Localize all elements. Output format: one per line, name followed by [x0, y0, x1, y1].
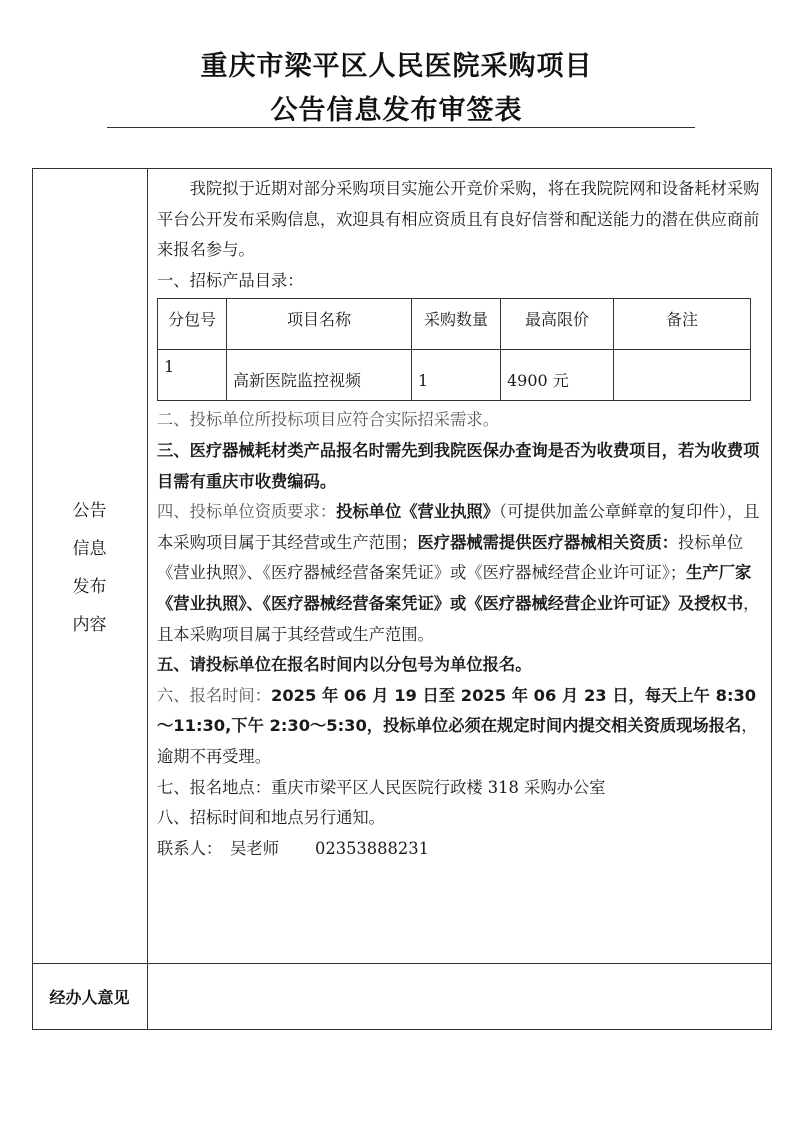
contact-label: 联系人：: [157, 838, 223, 858]
column-divider: [147, 168, 148, 1030]
product-table: [157, 298, 751, 401]
section-registration-time: [157, 681, 769, 773]
section-bidding-notice: 八、招标时间和地点另行通知。: [157, 808, 385, 828]
cell-package-no: 1: [158, 350, 227, 401]
col-header-quantity: 采购数量: [412, 299, 501, 350]
registration-time-prefix: 六、报名时间：: [157, 685, 271, 705]
qualifications-prefix: 四、投标单位资质要求：: [157, 502, 337, 522]
section-registration-unit: 五、请投标单位在报名时间内以分包号为单位报名。: [157, 655, 532, 675]
cell-max-price: 4900 元: [501, 350, 614, 401]
row-divider: [32, 963, 772, 964]
page-title: 重庆市梁平区人民医院采购项目: [200, 51, 593, 82]
row-label-line: 信息: [72, 539, 107, 559]
row-label-line: 内容: [72, 615, 107, 635]
cell-remarks: [614, 350, 751, 401]
col-header-remarks: 备注: [614, 299, 751, 350]
intro-paragraph: 我院拟于近期对部分采购项目实施公开竞价采购，将在我院院网和设备耗材采购平台公开发布采购信息，欢迎具有相应资质且有良好信誉和配送能力的潜在供应商前来报名参与。: [157, 179, 760, 260]
table-header-row: [158, 299, 751, 350]
contact-phone: 02353888231: [315, 838, 429, 858]
col-header-max-price: 最高限价: [501, 299, 614, 350]
qualifications-text-3: 投标单位《营业执照》、《医疗器械经营备案凭证》或《医疗器械经营企业许可证》；: [157, 532, 744, 583]
contact-name: 吴老师: [230, 838, 279, 858]
qualifications-text-4: ，且本采购项目属于其经营或生产范围。: [157, 593, 760, 644]
cell-item-name: 高新医院监控视频: [227, 350, 412, 401]
section-qualifications: [157, 497, 769, 650]
page-subtitle: 公告信息发布审签表: [270, 95, 523, 126]
row-label-announcement-content: [32, 492, 147, 644]
announcement-content: [157, 174, 769, 864]
cell-quantity: 1: [412, 350, 501, 401]
section-registration-place: 七、报名地点：重庆市梁平区人民医院行政楼 318 采购办公室: [157, 777, 606, 797]
col-header-package-no: 分包号: [158, 299, 227, 350]
section-requirement: 二、投标单位所投标项目应符合实际招采需求。: [157, 410, 499, 430]
row-label-operator-opinion: 经办人意见: [49, 988, 130, 1007]
qualifications-bold-1: 投标单位《营业执照》: [336, 502, 499, 522]
qualifications-text-2: （可提供加盖公章鲜章的复印件），且本采购项目属于其经营或生产范围；: [157, 502, 760, 552]
registration-time-bold: 2025 年 06 月 19 日至 2025 年 06 月 23 日，每天上午 8:30～11:30,下午 2:30～5:30，投标单位必须在规定时间内提交相关资质现场报名: [157, 685, 757, 736]
row-label-line: 公告: [72, 501, 107, 521]
section-medical-device-note: 三、医疗器械耗材类产品报名时需先到我院医保办查询是否为收费项目，若为收费项目需有重庆市收费编码。: [157, 440, 760, 491]
contact-line: [157, 834, 769, 865]
row-label-line: 发布: [72, 577, 107, 597]
section-heading-product-list: 一、招标产品目录：: [157, 270, 304, 290]
qualifications-bold-3: 生产厂家《营业执照》、《医疗器械经营备案凭证》或《医疗器械经营企业许可证》及授权书: [157, 563, 752, 613]
table-row: [158, 350, 751, 401]
qualifications-bold-2: 医疗器械需提供医疗器械相关资质：: [417, 532, 679, 552]
registration-time-suffix: ，逾期不再受理。: [157, 716, 758, 766]
col-header-item-name: 项目名称: [227, 299, 412, 350]
title-underline: [107, 127, 695, 128]
